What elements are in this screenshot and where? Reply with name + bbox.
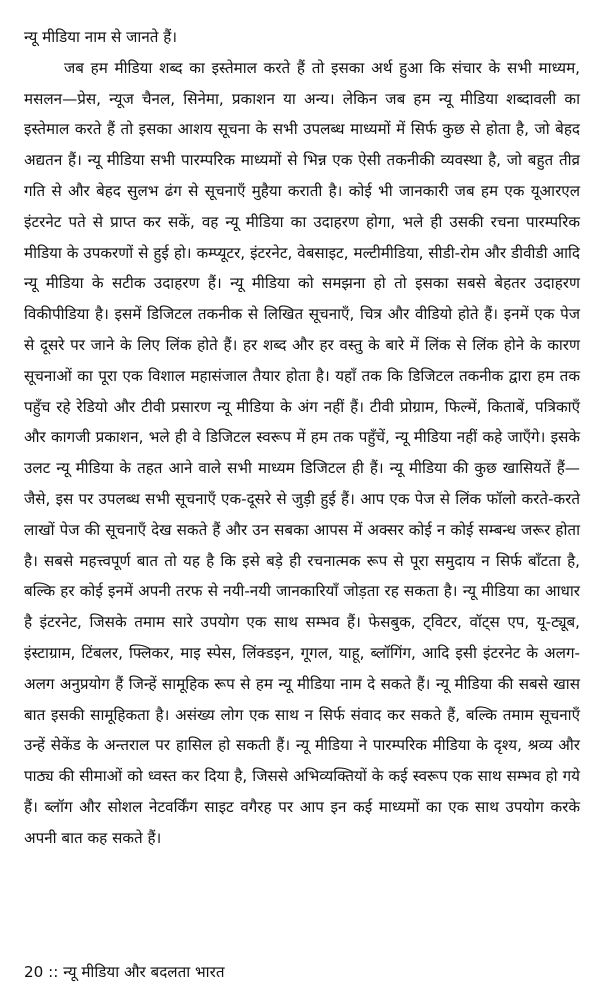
- paragraph-new-media: जब हम मीडिया शब्द का इस्तेमाल करते हैं तो इसका अर्थ हुआ कि संचार के सभी माध्यम, मसलन—प्रेस, न्यूज चैनल, सिनेमा, प्रकाशन या अन्य। लेकिन जब हम न्यू मीडिया शब्दावली का इस्तेमाल करते हैं तो इसका आशय सूचना के सभी उपलब्ध माध्यमों में सिर्फ कुछ से होता है, जो बेहद अद्यतन हैं। न्यू मीडिया सभी पारम्परिक माध्यमों से भिन्न एक ऐसी तकनीकी व्यवस्था है, जो बहुत तीव्र गति से और बेहद सुलभ ढंग से सूचनाएँ मुहैया कराती है। कोई भी जानकारी जब हम एक यूआरएल इंटरनेट पते से प्राप्त कर सकें, वह न्यू मीडिया का उदाहरण होगा, भले ही उसकी रचना पारम्परिक मीडिया के उपकरणों से हुई हो। कम्प्यूटर, इंटरनेट, वेबसाइट, मल्टीमीडिया, सीडी-रोम और डीवीडी आदि न्यू मीडिया के सटीक उदाहरण हैं। न्यू मीडिया को समझना हो तो इसका सबसे बेहतर उदाहरण विकीपीडिया है। इसमें डिजिटल तकनीक से लिखित सूचनाएँ, चित्र और वीडियो होते हैं। इनमें एक पेज से दूसरे पर जाने के लिए लिंक होते हैं। हर शब्द और हर वस्तु के बारे में लिंक से लिंक होने के कारण सूचनाओं का पूरा एक विशाल महासंजाल तैयार होता है। यहाँ तक कि डिजिटल तकनीक द्वारा हम तक पहुँच रहे रेडियो और टीवी प्रसारण न्यू मीडिया के अंग नहीं हैं। टीवी प्रोग्राम, फिल्में, किताबें, पत्रिकाएँ और कागजी प्रकाशन, भले ही वे डिजिटल स्वरूप में हम तक पहुँचें, न्यू मीडिया नहीं कहे जाएँगे। इसके उलट न्यू मीडिया के तहत आने वाले सभी माध्यम डिजिटल ही हैं। न्यू मीडिया की कुछ खासियतें हैं—जैसे, इस पर उपलब्ध सभी सूचनाएँ एक-दूसरे से जुड़ी हुई हैं। आप एक पेज से लिंक फॉलो करते-करते लाखों पेज की सूचनाएँ देख सकते हैं और उन सबका आपस में अक्सर कोई न कोई सम्बन्ध जरूर होता है। सबसे महत्त्वपूर्ण बात तो यह है कि इसे बड़े ही रचनात्मक रूप से पूरा समुदाय न सिर्फ बाँटता है, बल्कि हर कोई इनमें अपनी तरफ से नयी-नयी जानकारियाँ जोड़ता रह सकता है। न्यू मीडिया का आधार है इंटरनेट, जिसके तमाम सारे उपयोग एक साथ सम्भव हैं। फेसबुक, ट्विटर, वॉट्स एप, यू-ट्यूब, इंस्टाग्राम, टिंबलर, फ्लिकर, माइ स्पेस, लिंक्डइन, गूगल, याहू, ब्लॉगिंग, आदि इसी इंटरनेट के अलग-अलग अनुप्रयोग हैं जिन्हें सामूहिक रूप से हम न्यू मीडिया नाम दे सकते हैं। न्यू मीडिया की सबसे खास बात इसकी सामूहिकता है। असंख्य लोग एक साथ न सिर्फ संवाद कर सकते हैं, बल्कि तमाम सूचनाएँ उन्हें सेकेंड के अन्तराल पर हासिल हो सकती हैं। न्यू मीडिया ने पारम्परिक मीडिया के दृश्य, श्रव्य और पाठ्य की सीमाओं को ध्वस्त कर दिया है, जिससे अभिव्यक्तियों के कई स्वरूप एक साथ सम्भव हो गये हैं। ब्लॉग और सोशल नेटवर्किंग साइट वगैरह पर आप इन कई माध्यमों का एक साथ उपयोग करके अपनी बात कह सकते हैं।: [24, 58, 580, 847]
- page-footer: 20 :: न्यू मीडिया और बदलता भारत: [24, 963, 225, 981]
- body-text: [24, 22, 580, 854]
- paragraph-continuation: न्यू मीडिया नाम से जानते हैं।: [24, 28, 178, 46]
